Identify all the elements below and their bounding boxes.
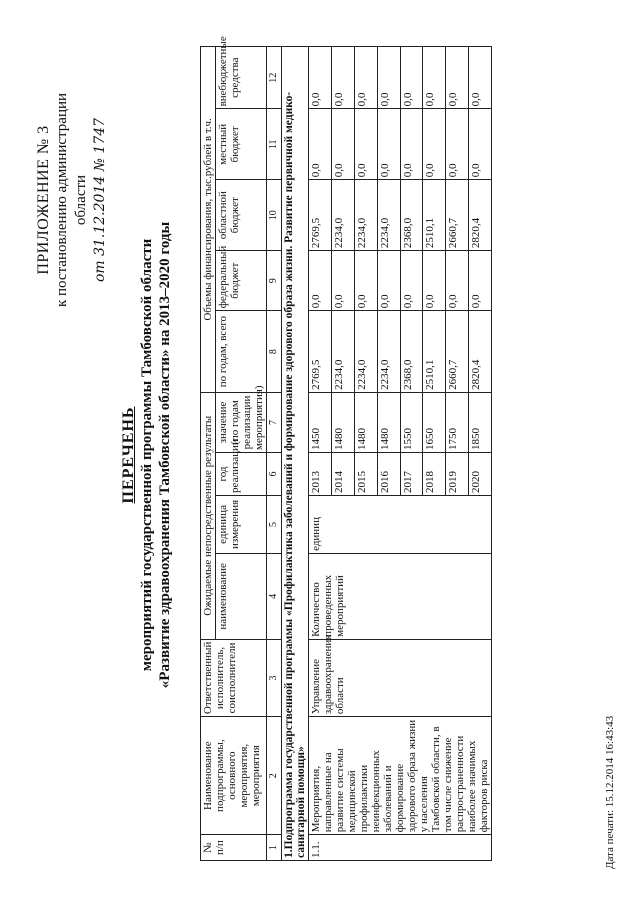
cell-local: 0,0 xyxy=(331,109,354,180)
column-number: 8 xyxy=(267,311,282,393)
column-number: 4 xyxy=(267,553,282,639)
cell-local: 0,0 xyxy=(309,109,332,180)
header-name: Наименование подпрограммы, основного мероприятия, мероприятия xyxy=(201,717,267,835)
result-unit: единиц xyxy=(309,495,492,553)
cell-nonbudget: 0,0 xyxy=(446,47,469,109)
cell-regional: 2234,0 xyxy=(377,180,400,251)
cell-nonbudget: 0,0 xyxy=(354,47,377,109)
header-no: № п/п xyxy=(201,835,267,861)
cell-total: 2510,1 xyxy=(423,311,446,393)
cell-year: 2018 xyxy=(423,453,446,496)
header-value: значение (по годам реализации мероприятия) xyxy=(216,392,267,452)
column-number: 1 xyxy=(267,835,282,861)
column-number: 6 xyxy=(267,453,282,496)
column-number: 2 xyxy=(267,717,282,835)
result-name: Количество проведенных мероприятий xyxy=(309,553,492,639)
cell-year: 2016 xyxy=(377,453,400,496)
cell-total: 2820,4 xyxy=(469,311,492,393)
cell-total: 2234,0 xyxy=(377,311,400,393)
header-expected-results: Ожидаемые непосредственные результаты xyxy=(201,392,216,639)
cell-regional: 2234,0 xyxy=(354,180,377,251)
cell-local: 0,0 xyxy=(469,109,492,180)
cell-total: 2234,0 xyxy=(354,311,377,393)
header-regional: областной бюджет xyxy=(216,180,267,251)
column-number: 11 xyxy=(267,109,282,180)
print-date: Дата печати: 15.12.2014 16:43:43 xyxy=(604,715,616,869)
cell-federal: 0,0 xyxy=(354,251,377,311)
cell-total: 2660,7 xyxy=(446,311,469,393)
cell-regional: 2510,1 xyxy=(423,180,446,251)
cell-year: 2020 xyxy=(469,453,492,496)
column-number: 10 xyxy=(267,180,282,251)
column-number: 5 xyxy=(267,495,282,553)
header-funding: Объемы финансирования, тыс.рублей в т.ч. xyxy=(201,47,216,393)
cell-federal: 0,0 xyxy=(469,251,492,311)
table-row xyxy=(309,47,332,861)
row-number: 1.1. xyxy=(309,835,492,861)
column-number: 3 xyxy=(267,639,282,716)
column-number: 9 xyxy=(267,251,282,311)
cell-local: 0,0 xyxy=(377,109,400,180)
cell-local: 0,0 xyxy=(354,109,377,180)
document-subtitle-2: «Развитие здравоохранения Тамбовской области» на 2013–2020 годы xyxy=(157,221,173,689)
cell-regional: 2234,0 xyxy=(331,180,354,251)
section-title: 1.Подпрограмма государственной программы «Профилактика заболеваний и формирование здорового образа жизни. Развитие первичной медико-санитарной помощи» xyxy=(282,47,309,861)
appendix-block xyxy=(34,70,110,330)
cell-federal: 0,0 xyxy=(400,251,423,311)
cell-total: 2769,5 xyxy=(309,311,332,393)
header-year: год реализации xyxy=(216,453,267,496)
cell-total: 2234,0 xyxy=(331,311,354,393)
header-federal: федеральный бюджет xyxy=(216,251,267,311)
cell-regional: 2820,4 xyxy=(469,180,492,251)
appendix-decree: к постановлению администрации области xyxy=(54,92,89,308)
cell-value: 1480 xyxy=(331,392,354,452)
cell-value: 1550 xyxy=(400,392,423,452)
appendix-handwritten-date: от 31.12.2014 № 1747 xyxy=(92,117,108,283)
column-number: 7 xyxy=(267,392,282,452)
cell-nonbudget: 0,0 xyxy=(377,47,400,109)
cell-federal: 0,0 xyxy=(446,251,469,311)
cell-value: 1480 xyxy=(354,392,377,452)
cell-value: 1450 xyxy=(309,392,332,452)
cell-total: 2368,0 xyxy=(400,311,423,393)
document-title: ПЕРЕЧЕНЬ xyxy=(120,406,137,504)
header-total-by-years: по годам, всего xyxy=(216,311,267,393)
cell-nonbudget: 0,0 xyxy=(400,47,423,109)
cell-year: 2014 xyxy=(331,453,354,496)
cell-nonbudget: 0,0 xyxy=(469,47,492,109)
responsible-executor: Управление здравоохранения области xyxy=(309,639,492,716)
cell-local: 0,0 xyxy=(446,109,469,180)
cell-value: 1480 xyxy=(377,392,400,452)
header-result-name: наименование xyxy=(216,553,267,639)
cell-regional: 2660,7 xyxy=(446,180,469,251)
cell-nonbudget: 0,0 xyxy=(309,47,332,109)
cell-federal: 0,0 xyxy=(331,251,354,311)
header-responsible: Ответственный исполнитель, соисполнители xyxy=(201,639,267,716)
cell-regional: 2368,0 xyxy=(400,180,423,251)
cell-value: 1750 xyxy=(446,392,469,452)
cell-federal: 0,0 xyxy=(377,251,400,311)
cell-federal: 0,0 xyxy=(309,251,332,311)
measures-table xyxy=(200,36,492,861)
column-number-row xyxy=(267,47,282,861)
appendix-title: ПРИЛОЖЕНИЕ № 3 xyxy=(35,125,52,275)
measure-name: Мероприятия, направленные на развитие системы медицинской профилактики неинфекционных заболеваний и формирование здорового образа жизни у населения Тамбовской области, в том числе снижение распространенности наиболее значимых факторов риска xyxy=(309,717,492,835)
cell-local: 0,0 xyxy=(423,109,446,180)
column-number: 12 xyxy=(267,47,282,109)
header-local: местный бюджет xyxy=(216,109,267,180)
cell-year: 2017 xyxy=(400,453,423,496)
header-unit: единица измерения xyxy=(216,495,267,553)
cell-year: 2015 xyxy=(354,453,377,496)
document-heading xyxy=(120,155,174,755)
cell-year: 2019 xyxy=(446,453,469,496)
cell-value: 1850 xyxy=(469,392,492,452)
data-rows xyxy=(309,47,492,861)
header-nonbudget: внебюджетные средства xyxy=(216,47,267,109)
cell-local: 0,0 xyxy=(400,109,423,180)
cell-year: 2013 xyxy=(309,453,332,496)
cell-value: 1650 xyxy=(423,392,446,452)
cell-nonbudget: 0,0 xyxy=(423,47,446,109)
document-subtitle-1: мероприятий государственной программы Тамбовской области xyxy=(139,238,155,672)
cell-regional: 2769,5 xyxy=(309,180,332,251)
cell-nonbudget: 0,0 xyxy=(331,47,354,109)
cell-federal: 0,0 xyxy=(423,251,446,311)
